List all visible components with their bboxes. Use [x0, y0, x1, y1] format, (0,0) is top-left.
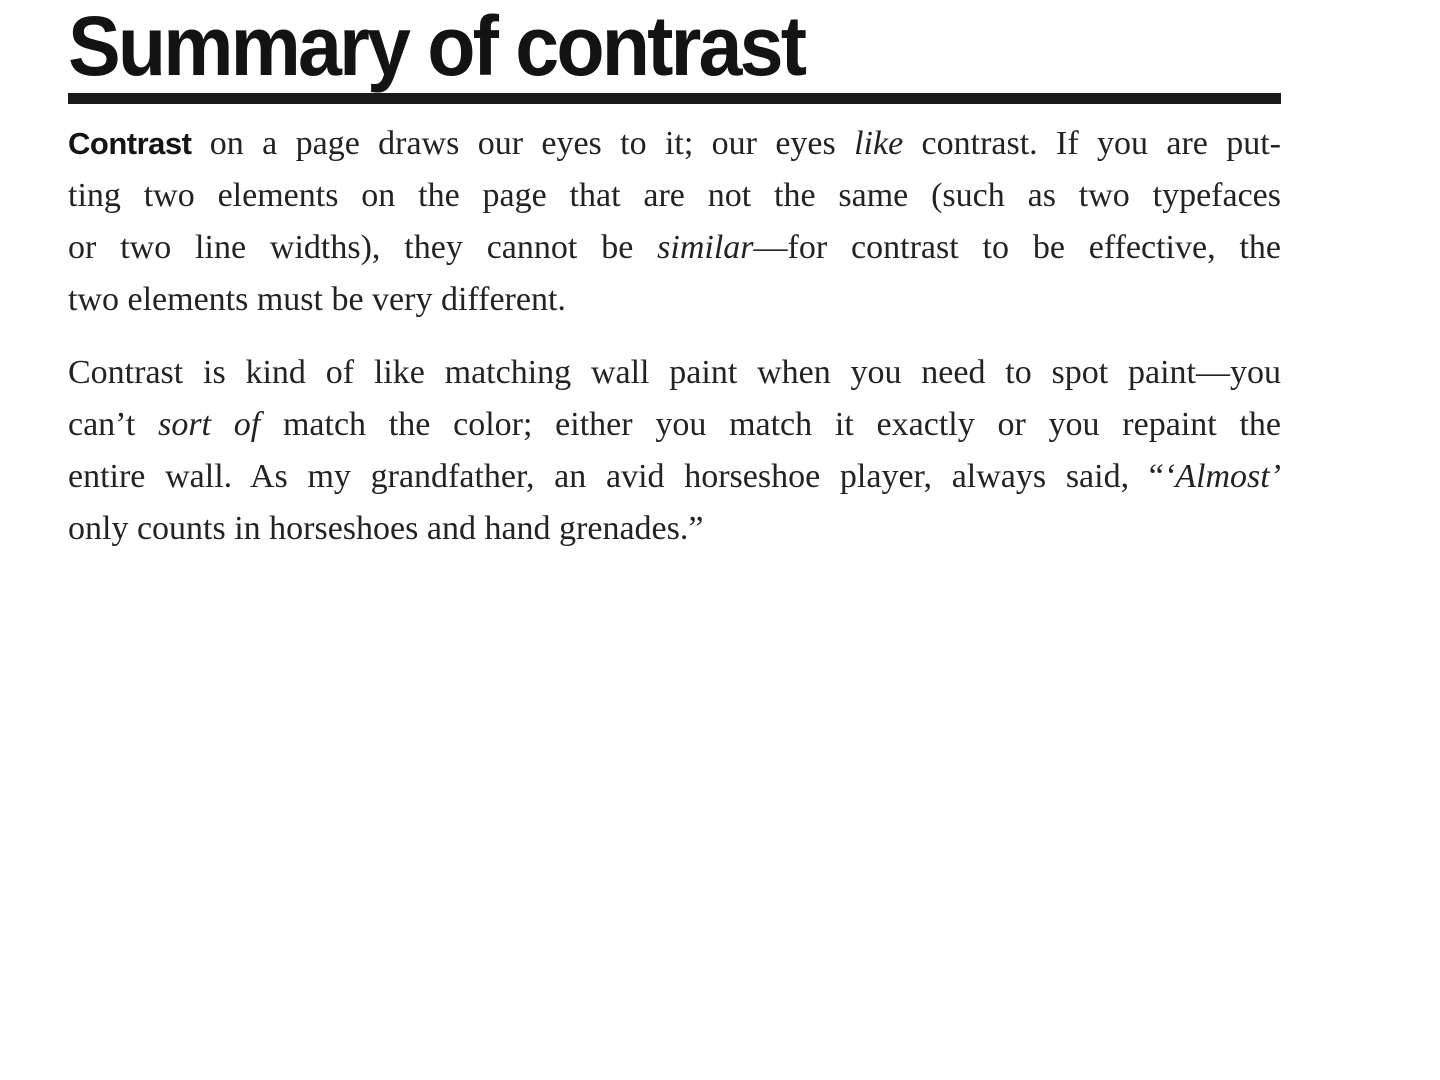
heading-rule — [68, 93, 1281, 104]
text-segment: match the color; either you match it exactly or you repaint the — [260, 406, 1282, 443]
paragraph-2 — [68, 347, 1281, 555]
paragraph-1-line-2 — [68, 170, 1281, 222]
paragraph-2-line-1 — [68, 347, 1281, 399]
text-segment: contrast. If you are put- — [903, 125, 1281, 162]
paragraph-1 — [68, 118, 1281, 326]
paragraph-1-line-3 — [68, 222, 1281, 274]
paragraph-2-line-4 — [68, 503, 1281, 555]
italic-word: similar — [657, 229, 754, 266]
page-content — [68, 0, 1281, 555]
runin-bold-word: Contrast — [68, 126, 192, 161]
text-segment: only counts in horseshoes and hand grenades.” — [68, 510, 704, 547]
text-segment: can’t — [68, 406, 159, 443]
paragraph-1-line-1 — [68, 118, 1281, 170]
italic-word: sort of — [158, 406, 261, 443]
text-segment: Contrast is kind of like matching wall paint when you need to spot paint—you — [68, 354, 1281, 391]
text-segment: entire wall. As my grandfather, an avid horseshoe player, always said, “ — [68, 458, 1164, 495]
italic-word: ‘Almost’ — [1163, 458, 1281, 495]
text-segment: or two line widths), they cannot be — [68, 229, 658, 266]
page-title: Summary of contrast — [68, 0, 805, 93]
paragraph-1-line-4 — [68, 274, 1281, 326]
text-segment: —for contrast to be effective, the — [753, 229, 1281, 266]
paragraph-2-line-2 — [68, 399, 1281, 451]
paragraph-2-line-3 — [68, 451, 1281, 503]
text-segment: on a page draws our eyes to it; our eyes — [191, 125, 855, 162]
text-segment: two elements must be very different. — [68, 281, 566, 318]
italic-word: like — [854, 125, 904, 162]
text-segment: ting two elements on the page that are not the same (such as two typefaces — [68, 177, 1281, 214]
